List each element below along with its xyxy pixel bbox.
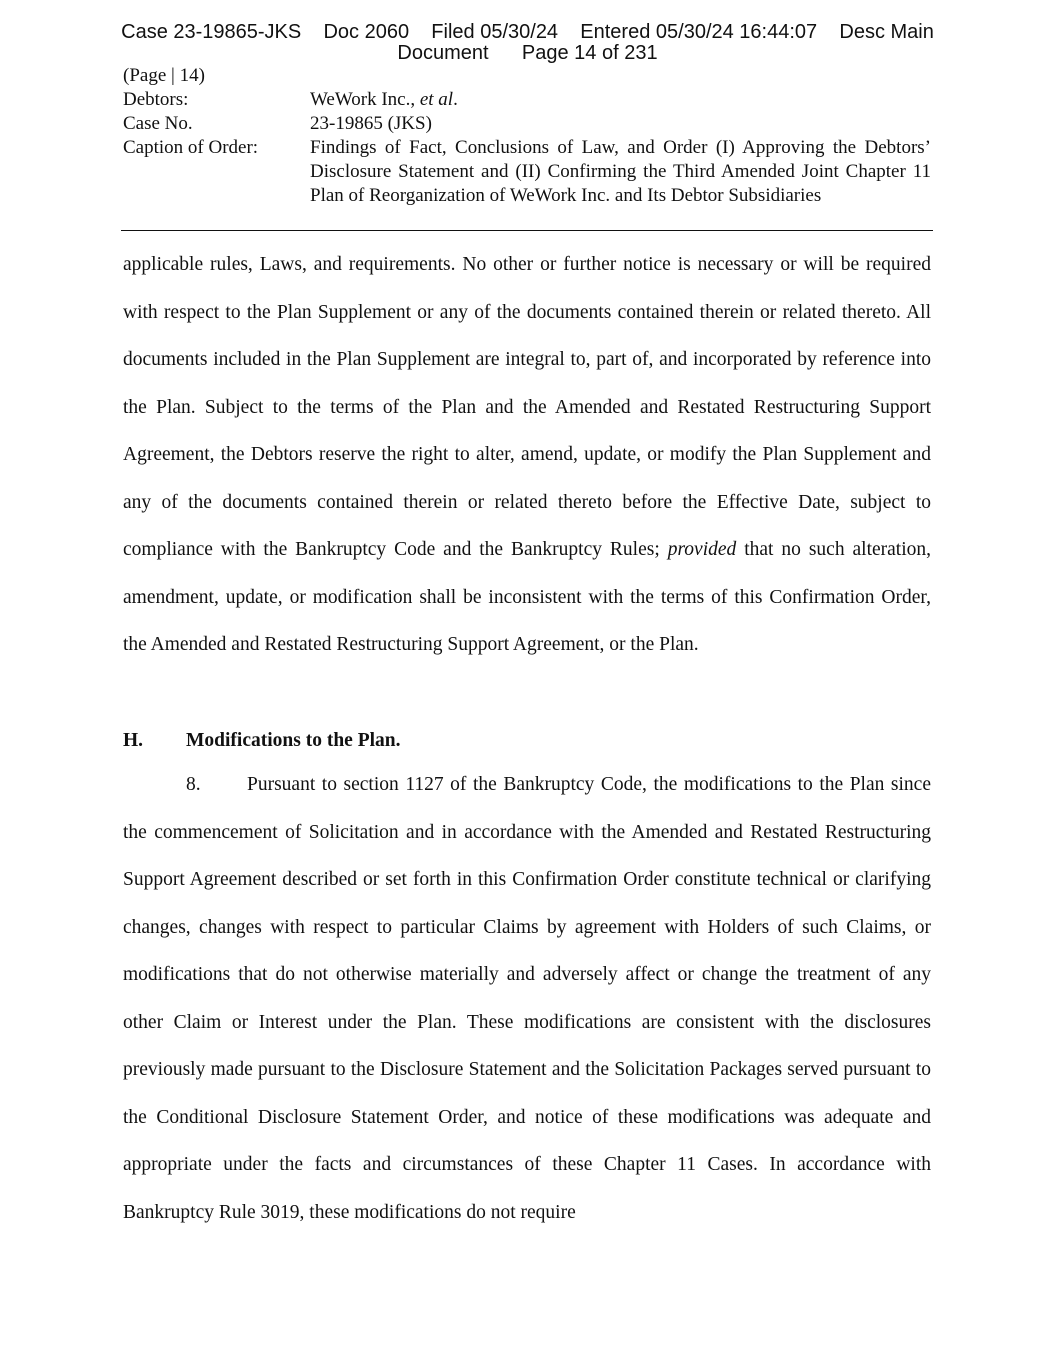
section-heading: [123, 729, 401, 753]
order-caption-row: [123, 136, 933, 208]
filing-stamp-line-2: Document Page 14 of 231: [397, 42, 658, 64]
body-paragraph-2: 8. Pursuant to section 1127 of the Bankruptcy Code, the modifications to the Plan since the commencement of Solicitation and in accordance with the Amended and Restated Restructuring Support Agreement described or set forth in this Confirmation Order constitute technical or clarifying changes, changes with respect to particular Claims by agreement with Holders of such Claims, or modifications that do not otherwise materially and adversely affect or change the treatment of any other Claim or Interest under the Plan. These modifications are consistent with the disclosures previously made pursuant to the Disclosure Statement and the Solicitation Packages served pursuant to the Conditional Disclosure Statement Order, and notice of these modifications was adequate and appropriate under the facts and circumstances of these Chapter 11 Cases. In accordance with Bankruptcy Rule 3019, these modifications do not require: [123, 761, 931, 1236]
case-number-value: 23-19865 (JKS): [310, 113, 432, 134]
order-caption-value: Findings of Fact, Conclusions of Law, and Order (I) Approving the Debtors’ Disclosure Statement and (II) Confirming the Third Amended Joint Chapter 11 Plan of Reorganization of WeWork Inc. and Its Debtor Subsidiaries: [310, 137, 931, 206]
paragraph-number: 8.: [186, 774, 201, 795]
section-letter: H.: [123, 730, 144, 751]
order-caption-label: Caption of Order:: [123, 137, 259, 158]
caption-block: [123, 64, 933, 208]
debtors-row: [123, 88, 933, 112]
section-title: Modifications to the Plan.: [186, 730, 401, 751]
body-paragraph-1: applicable rules, Laws, and requirements. No other or further notice is necessary or will be required with respect to the Plan Supplement or any of the documents contained therein or related thereto. All documents included in the Plan Supplement are integral to, part of, and incorporated by reference into the Plan. Subject to the terms of the Plan and the Amended and Restated Restructuring Support Agreement, the Debtors reserve the right to alter, amend, update, or modify the Plan Supplement and any of the documents contained therein or related thereto before the Effective Date, subject to compliance with the Bankruptcy Code and the Bankruptcy Rules; provided that no such alteration, amendment, update, or modification shall be inconsistent with the terms of this Confirmation Order, the Amended and Restated Restructuring Support Agreement, or the Plan.: [123, 254, 932, 655]
page-reference-row: [123, 64, 933, 88]
debtors-value: WeWork Inc., et al.: [310, 89, 458, 110]
case-number-label: Case No.: [123, 113, 193, 134]
debtors-label: Debtors:: [123, 89, 189, 110]
caption-divider: [121, 230, 933, 231]
page-reference: (Page | 14): [123, 65, 205, 86]
case-number-row: [123, 112, 933, 136]
filing-stamp-line-1: Case 23-19865-JKS Doc 2060 Filed 05/30/24 Entered 05/30/24 16:44:07 Desc Main: [121, 21, 934, 43]
